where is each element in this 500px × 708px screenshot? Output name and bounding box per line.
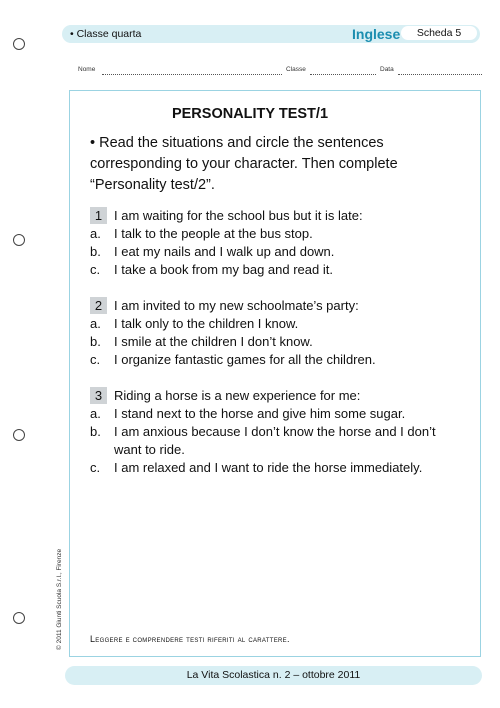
subject-label: Inglese (352, 26, 401, 42)
class-blank (310, 66, 376, 75)
option-letter: a. (90, 226, 101, 241)
name-blank (102, 66, 282, 75)
binder-hole (13, 429, 25, 441)
copyright-notice: © 2011 Giunti Scuola S.r.l., Firenze (56, 548, 63, 650)
question-number-badge: 2 (90, 297, 107, 314)
learning-objective-note: Leggere e comprendere testi riferiti al carattere. (90, 634, 290, 644)
option-text: I talk to the people at the bus stop. (114, 226, 313, 241)
option-letter: b. (90, 244, 101, 259)
question-prompt: I am invited to my new schoolmate’s party: (114, 298, 359, 313)
instructions: • Read the situations and circle the sentences corresponding to your character. Then complete “Personality test/2”. (90, 135, 398, 193)
date-label: Data (380, 66, 394, 73)
question-number-badge: 3 (90, 387, 107, 404)
student-info-line (78, 64, 482, 76)
question-3 (90, 387, 475, 477)
option-letter: c. (90, 352, 101, 367)
answer-option[interactable] (90, 423, 475, 459)
option-letter: c. (90, 460, 101, 475)
answer-option[interactable] (90, 315, 475, 333)
date-blank (398, 66, 482, 75)
question-1 (90, 207, 475, 279)
option-text: I stand next to the horse and give him some sugar. (114, 406, 406, 421)
answer-option[interactable] (90, 333, 475, 351)
option-letter: b. (90, 334, 101, 349)
worksheet-title: PERSONALITY TEST/1 (171, 106, 329, 122)
magazine-footer: La Vita Scolastica n. 2 – ottobre 2011 (65, 666, 482, 685)
answer-option[interactable] (90, 261, 475, 279)
class-level-label: • Classe quarta (70, 28, 142, 40)
answer-option[interactable] (90, 243, 475, 261)
option-text: I am anxious because I don’t know the horse and I don’t want to ride. (114, 424, 436, 457)
option-text: I take a book from my bag and read it. (114, 262, 333, 277)
binder-hole (13, 38, 25, 50)
option-letter: a. (90, 406, 101, 421)
option-text: I am relaxed and I want to ride the horse immediately. (114, 460, 423, 475)
option-text: I talk only to the children I know. (114, 316, 299, 331)
sheet-number-badge: Scheda 5 (401, 26, 477, 40)
answer-option[interactable] (90, 405, 475, 423)
question-2 (90, 297, 475, 369)
option-text: I eat my nails and I walk up and down. (114, 244, 335, 259)
binder-hole (13, 234, 25, 246)
binder-hole (13, 612, 25, 624)
class-label: Classe (286, 66, 306, 73)
option-letter: b. (90, 424, 101, 439)
answer-option[interactable] (90, 225, 475, 243)
option-text: I organize fantastic games for all the children. (114, 352, 376, 367)
question-prompt: Riding a horse is a new experience for me: (114, 388, 361, 403)
option-text: I smile at the children I don’t know. (114, 334, 313, 349)
question-number-badge: 1 (90, 207, 107, 224)
question-prompt: I am waiting for the school bus but it is late: (114, 208, 363, 223)
name-label: Nome (78, 66, 96, 73)
answer-option[interactable] (90, 351, 475, 369)
answer-option[interactable] (90, 459, 475, 477)
option-letter: c. (90, 262, 101, 277)
option-letter: a. (90, 316, 101, 331)
